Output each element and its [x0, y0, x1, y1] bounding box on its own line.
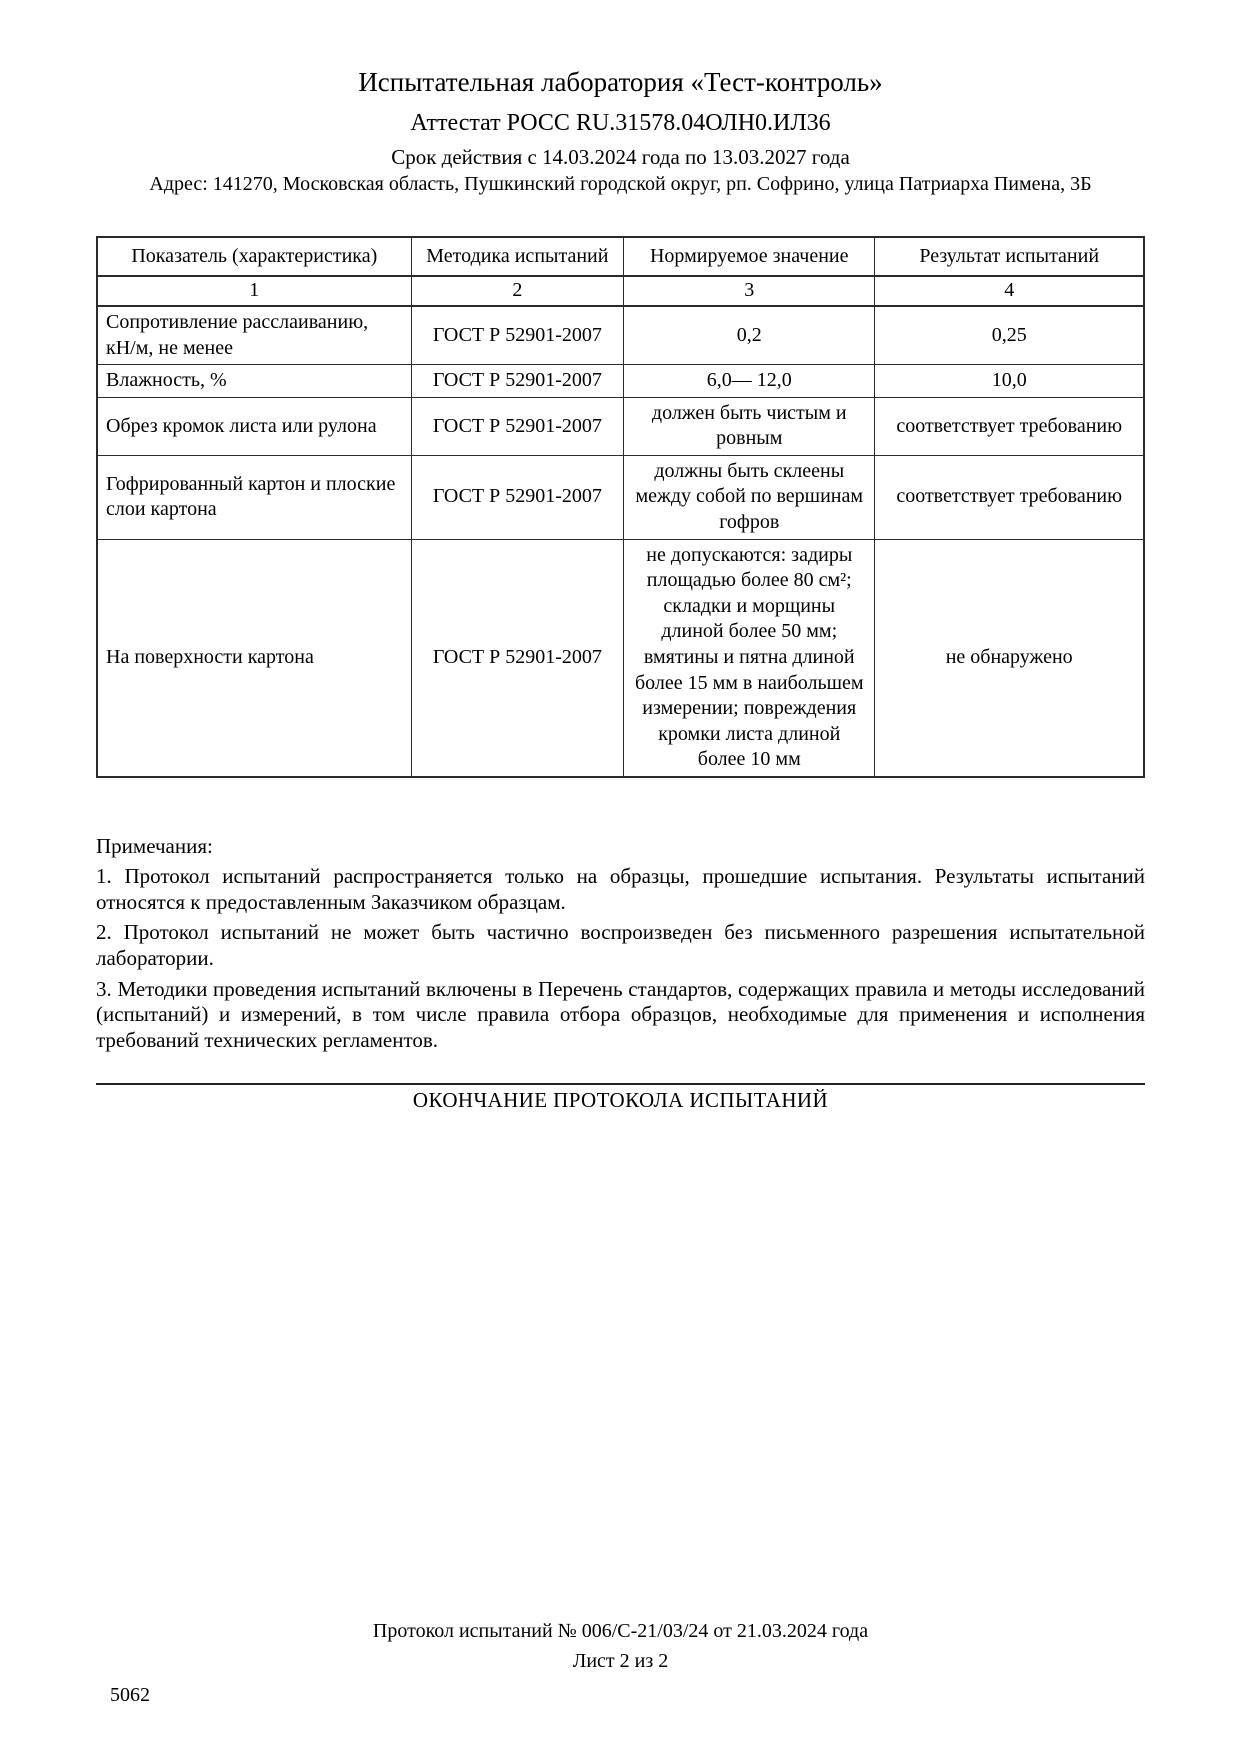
lab-title: Испытательная лаборатория «Тест-контроль» — [358, 67, 883, 97]
indicator-cell: Обрез кромок листа или рулона — [97, 397, 411, 455]
method-cell: ГОСТ Р 52901-2007 — [411, 306, 624, 365]
footer-page-number: 5062 — [110, 1684, 150, 1706]
method-cell: ГОСТ Р 52901-2007 — [411, 455, 624, 539]
indicator-cell: Влажность, % — [97, 365, 411, 398]
note-item: 2. Протокол испытаний не может быть частично воспроизведен без письменного разрешения испытательной лаборатории. — [96, 920, 1145, 971]
column-number: 3 — [624, 276, 875, 306]
norm-cell: должны быть склеены между собой по вершинам гофров — [624, 455, 875, 539]
norm-cell: 0,2 — [624, 306, 875, 365]
method-cell: ГОСТ Р 52901-2007 — [411, 397, 624, 455]
note-item: 3. Методики проведения испытаний включены в Перечень стандартов, содержащих правила и методы исследований (испытаний) и измерений, в том числе правила отбора образцов, необходимые для применения и исполнения требований технических регламентов. — [96, 976, 1145, 1052]
result-cell: 0,25 — [875, 306, 1144, 365]
column-header-norm: Нормируемое значение — [624, 237, 875, 277]
method-cell: ГОСТ Р 52901-2007 — [411, 365, 624, 398]
validity-line: Срок действия с 14.03.2024 года по 13.03.2027 года — [391, 144, 850, 169]
result-cell: соответствует требованию — [875, 397, 1144, 455]
norm-cell: должен быть чистым и ровным — [624, 397, 875, 455]
attestat-line: Аттестат РОСС RU.31578.04ОЛН0.ИЛ36 — [410, 109, 831, 136]
note-item: 1. Протокол испытаний распространяется только на образцы, прошедшие испытания. Результаты испытаний относятся к предоставленным Заказчиком образцам. — [96, 864, 1145, 914]
protocol-ending — [96, 1083, 1145, 1113]
column-header-result: Результат испытаний — [875, 237, 1144, 277]
indicator-cell: Гофрированный картон и плоские слои картона — [97, 455, 411, 539]
method-cell: ГОСТ Р 52901-2007 — [411, 539, 624, 777]
table-row — [97, 539, 1144, 777]
horizontal-divider — [96, 1083, 1145, 1085]
footer-protocol-line: Протокол испытаний № 006/С-21/03/24 от 21.03.2024 года — [372, 1620, 869, 1642]
column-header-indicator: Показатель (характеристика) — [97, 237, 411, 277]
column-number: 4 — [875, 276, 1144, 306]
result-cell: не обнаружено — [875, 539, 1144, 777]
norm-cell: не допускаются: задиры площадью более 80 см²; складки и морщины длиной более 50 мм; вмятины и пятна длиной более 15 мм в наибольшем измерении; повреждения кромки листа длиной более 10 мм — [624, 539, 875, 777]
norm-cell: 6,0— 12,0 — [624, 365, 875, 398]
ending-title: ОКОНЧАНИЕ ПРОТОКОЛА ИСПЫТАНИЙ — [412, 1088, 829, 1113]
column-header-method: Методика испытаний — [411, 237, 624, 277]
column-number-row — [97, 276, 1144, 306]
column-number: 2 — [411, 276, 624, 306]
table-row — [97, 455, 1144, 539]
address-line: Адрес: 141270, Московская область, Пушкинский городской округ, рп. Софрино, улица Патриарха Пимена, 3Б — [149, 172, 1092, 195]
column-number: 1 — [97, 276, 411, 306]
table-header-row — [97, 237, 1144, 277]
footer-sheet-line: Лист 2 из 2 — [572, 1650, 669, 1672]
indicator-cell: Сопротивление расслаиванию, кН/м, не менее — [97, 306, 411, 365]
document-header — [96, 66, 1145, 196]
notes-section — [96, 834, 1145, 1053]
table-row — [97, 365, 1144, 398]
table-row — [97, 306, 1144, 365]
document-footer — [96, 1620, 1145, 1707]
indicator-cell: На поверхности картона — [97, 539, 411, 777]
results-table — [96, 236, 1145, 778]
table-row — [97, 397, 1144, 455]
result-cell: соответствует требованию — [875, 455, 1144, 539]
notes-title: Примечания: — [96, 834, 213, 859]
result-cell: 10,0 — [875, 365, 1144, 398]
